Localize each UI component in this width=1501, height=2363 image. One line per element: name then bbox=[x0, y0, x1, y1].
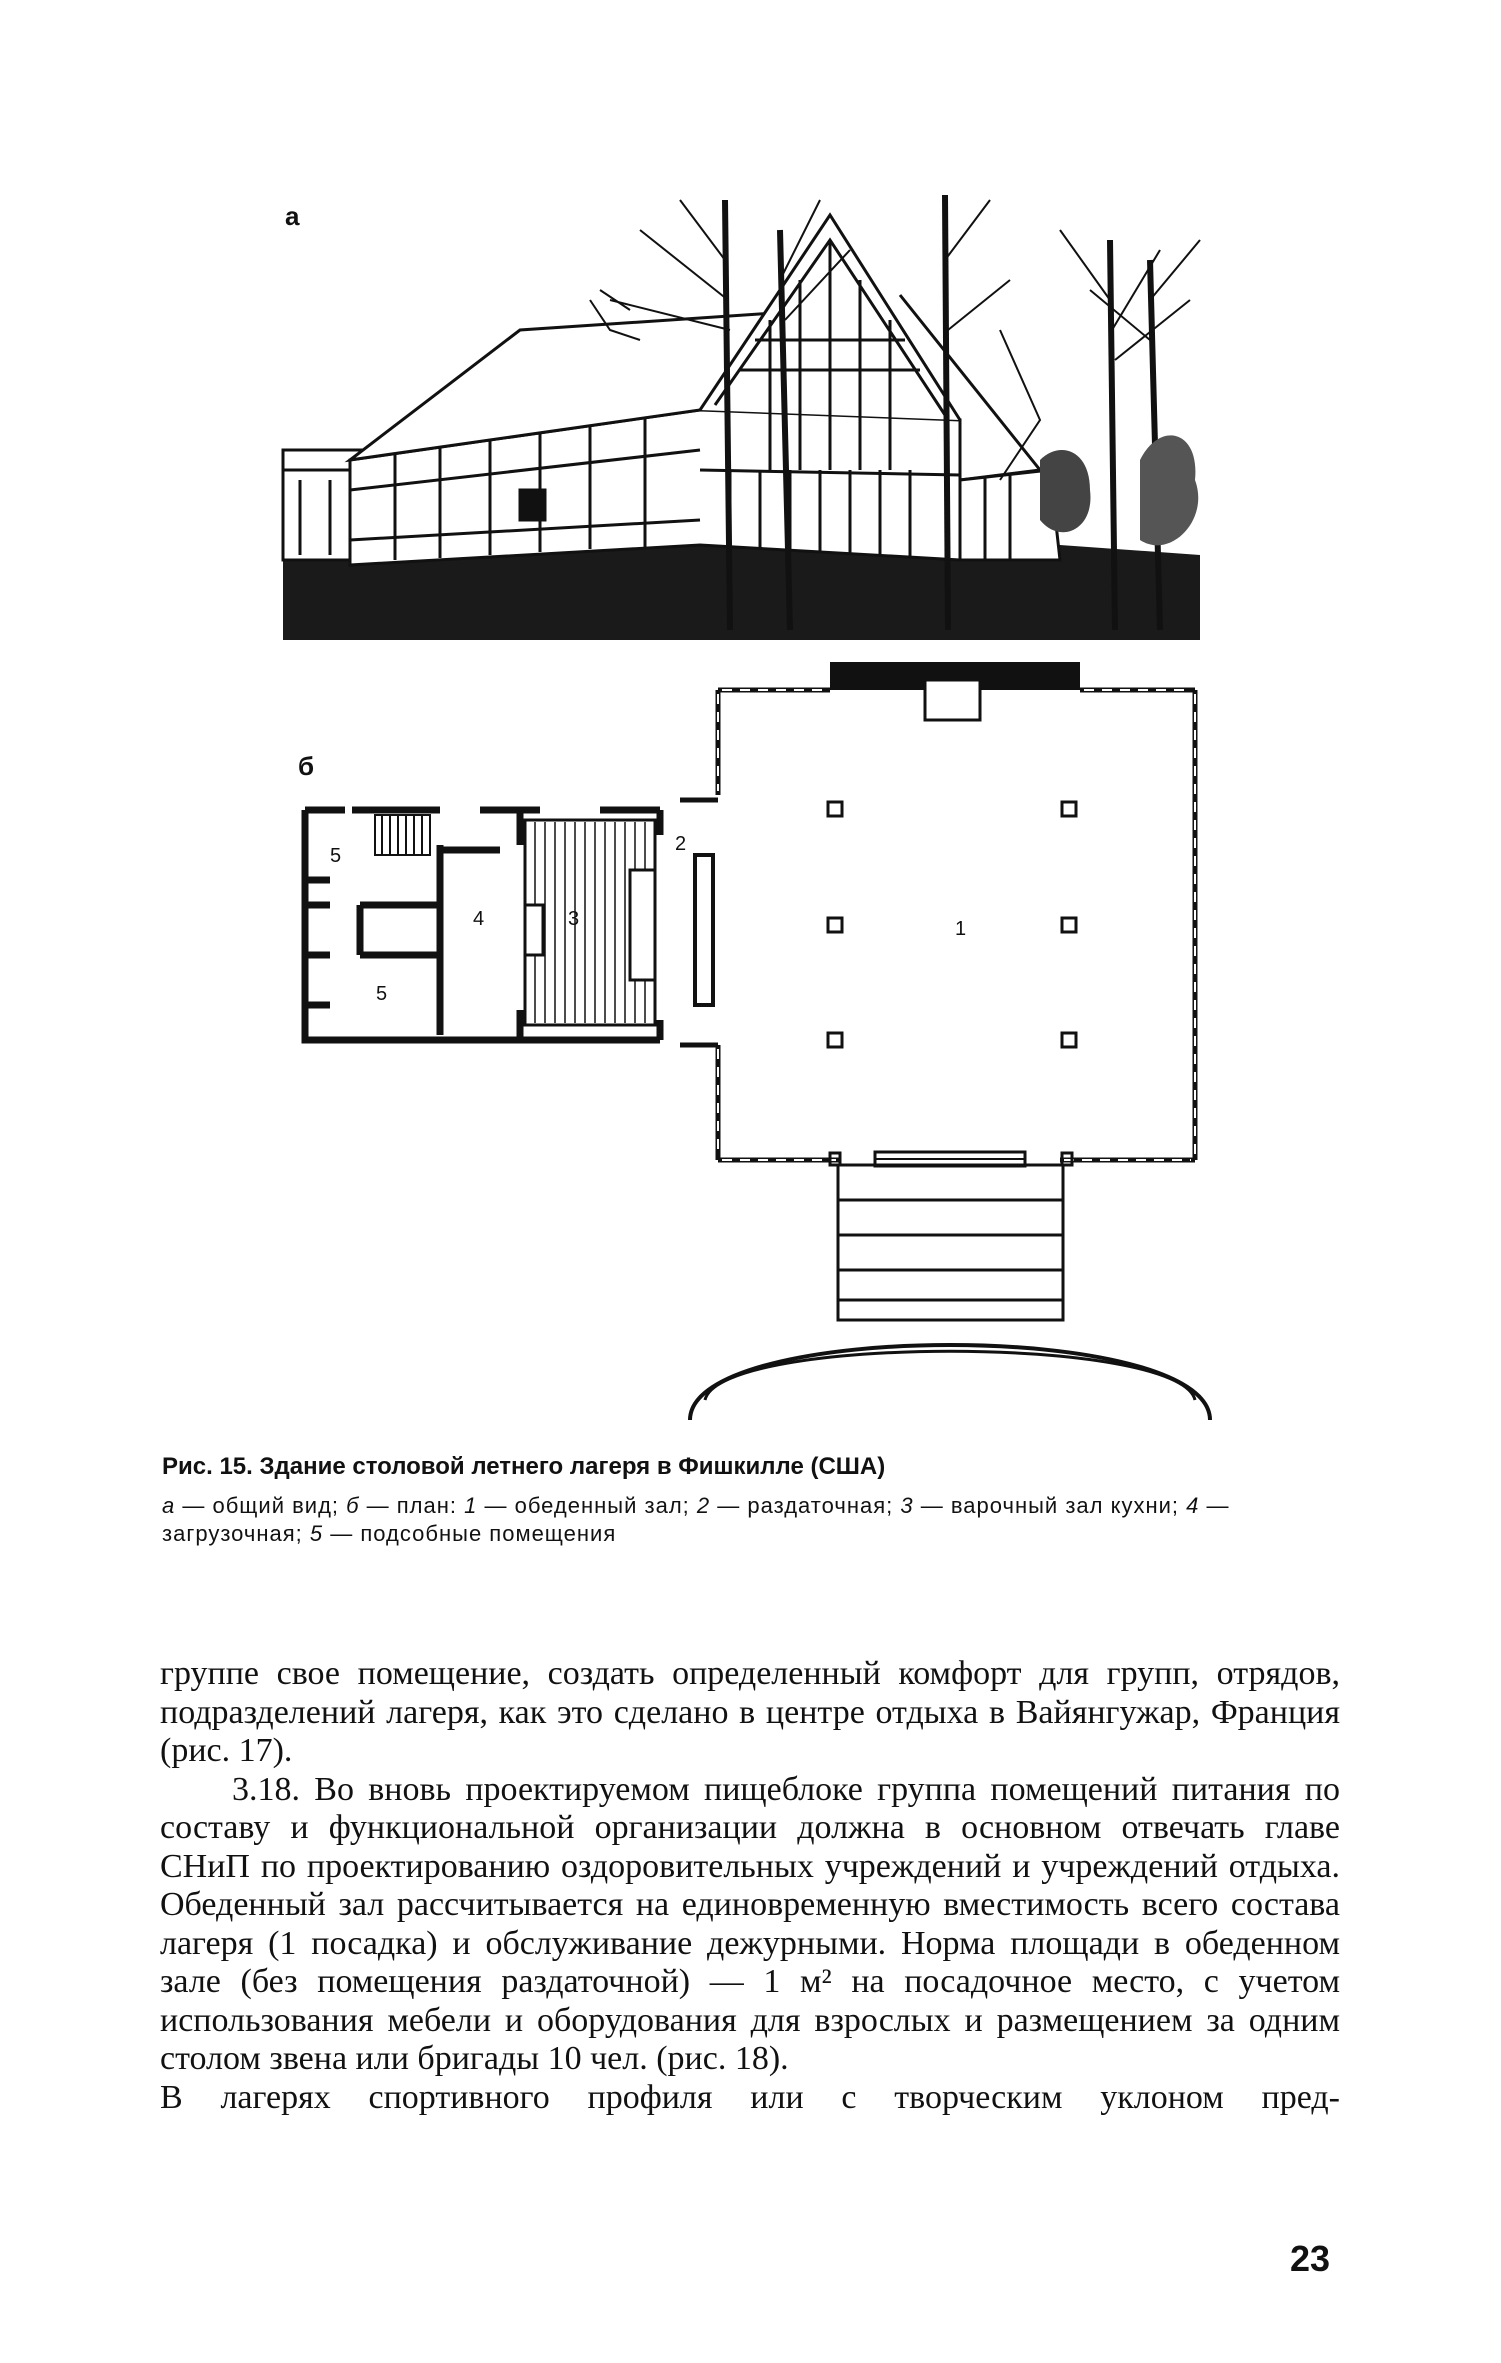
plan-label-3: 3 bbox=[568, 908, 580, 930]
floor-plan-drawing bbox=[305, 662, 1210, 1420]
paragraph-3-18: 3.18. Во вновь проектируемом пищеблоке группа помещений питания по составу и функциональной организации должна в основном отвечать главе СНиП по проектированию оздоровительных учреждений и учреждений отдыха. Обеденный зал рассчитывается на единовременную вместимость всего состава лагеря (1 посадка) и обслуживание дежурными. Норма площади в обеденном зале (без помещения раздаточной) — 1 м² на посадочное место, с учетом использования мебели и оборудования для взрослых и размещением за одним столом звена или бригады 10 чел. (рис. 18). bbox=[160, 1770, 1340, 2077]
legend-text-2: — раздаточная; bbox=[710, 1493, 901, 1518]
paragraph-3-18-last-line: В лагерях спортивного профиля или с творческим уклоном пред- bbox=[160, 2078, 1340, 2116]
legend-text-1: — обеденный зал; bbox=[477, 1493, 697, 1518]
legend-text-3: — варочный зал кухни; bbox=[913, 1493, 1187, 1518]
page-number: 23 bbox=[1290, 2238, 1331, 2279]
legend-text-5: — подсобные помещения bbox=[323, 1521, 617, 1546]
legend-text-a: — общий вид; bbox=[175, 1493, 347, 1518]
plan-label-2: 2 bbox=[675, 833, 687, 855]
legend-key-a: а bbox=[162, 1493, 176, 1518]
body-text bbox=[160, 1655, 1340, 2117]
figure-label-b: б bbox=[298, 751, 315, 781]
legend-text-4: — загрузочная; bbox=[162, 1493, 1230, 1546]
legend-key-b: б bbox=[346, 1493, 360, 1518]
building-perspective-drawing bbox=[283, 195, 1200, 640]
legend-key-2: 2 bbox=[696, 1493, 711, 1518]
legend-key-5: 5 bbox=[309, 1521, 324, 1546]
plan-label-4: 4 bbox=[473, 908, 485, 930]
figure-caption-legend bbox=[162, 1492, 1342, 1548]
plan-label-1: 1 bbox=[955, 918, 967, 940]
figure-label-a: а bbox=[285, 201, 300, 231]
legend-key-3: 3 bbox=[900, 1493, 914, 1518]
legend-text-b: — план: bbox=[359, 1493, 465, 1518]
figure-caption-title: Рис. 15. Здание столовой летнего лагеря в Фишкилле (США) bbox=[162, 1453, 886, 1480]
legend-key-4: 4 bbox=[1186, 1493, 1200, 1518]
paragraph-continuation: группе свое помещение, создать определенный комфорт для групп, отрядов, подразделений лагеря, как это сделано в центре отдыха в Вайянгужар, Франция (рис. 17). bbox=[160, 1655, 1340, 1769]
legend-key-1: 1 bbox=[464, 1493, 478, 1518]
plan-label-5-bottom: 5 bbox=[376, 983, 388, 1005]
plan-label-5-top: 5 bbox=[330, 845, 342, 867]
